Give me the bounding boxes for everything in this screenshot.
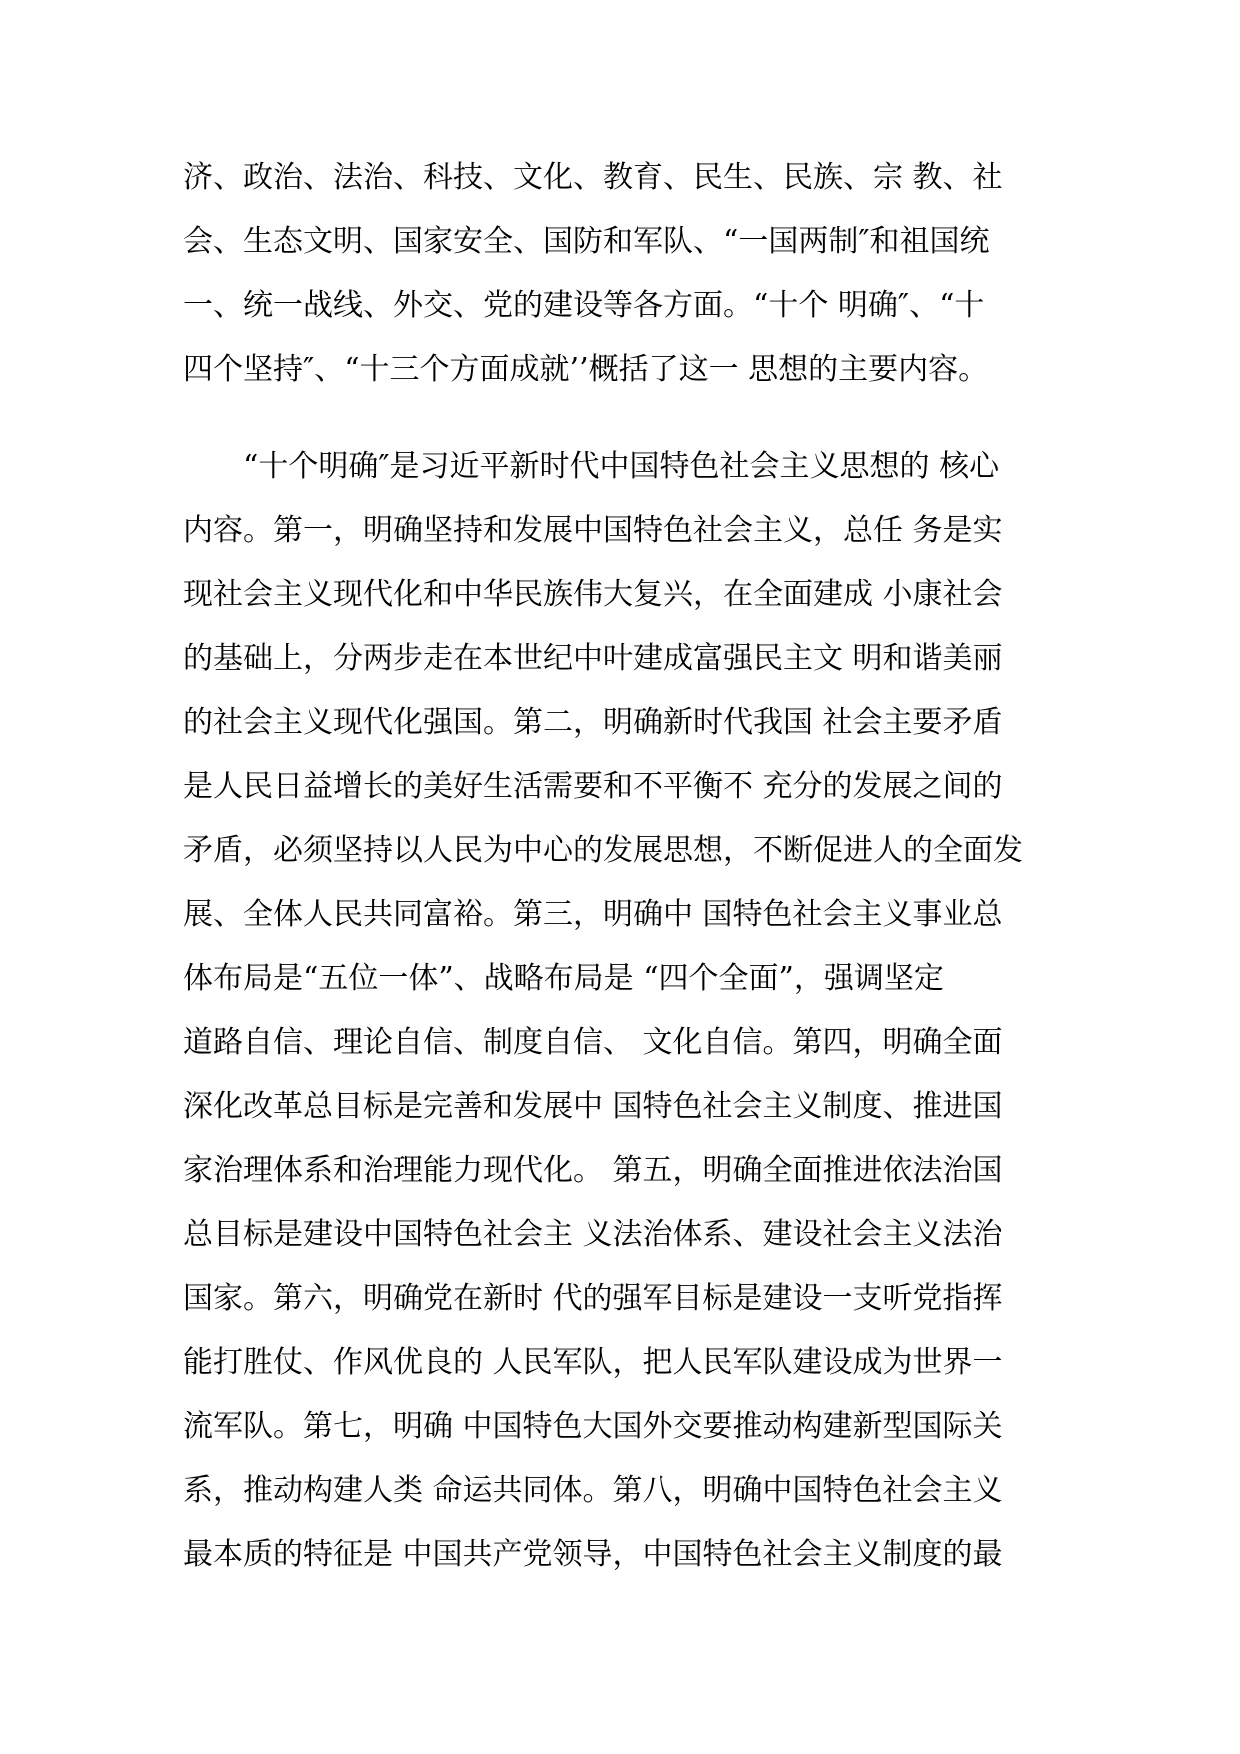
paragraph-1 xyxy=(183,146,1063,402)
text-line: 一、统一战线、外交、党的建设等各方面。“十个 明确″、“十 xyxy=(183,288,985,323)
text-line: 展、全体人民共同富裕。第三，明确中 国特色社会主义事业总 xyxy=(183,897,1003,932)
text-line: 济、政治、法治、科技、文化、教育、民生、民族、宗 教、社 xyxy=(183,160,1003,195)
text-line: 的社会主义现代化强国。第二，明确新时代我国 社会主要矛盾 xyxy=(183,705,1003,740)
text-line: 现社会主义现代化和中华民族伟大复兴，在全面建成 小康社会 xyxy=(183,577,1003,612)
text-line: 能打胜仗、作风优良的 人民军队，把人民军队建设成为世界一 xyxy=(183,1345,1003,1380)
text-line: 矛盾，必须坚持以人民为中心的发展思想，不断促进人的全面发 xyxy=(183,833,1023,868)
text-line: 道路自信、理论自信、制度自信、 文化自信。第四，明确全面 xyxy=(183,1025,1003,1060)
text-line: 体布局是“五位一体”、战略布局是 “四个全面”，强调坚定 xyxy=(183,961,944,996)
text-line: 会、生态文明、国家安全、国防和军队、“一国两制″和祖国统 xyxy=(183,224,990,259)
text-line: 国家。第六，明确党在新时 代的强军目标是建设一支听党指挥 xyxy=(183,1281,1003,1316)
text-line: “十个明确″是习近平新时代中国特色社会主义思想的 核心 xyxy=(243,449,1000,484)
text-line: 最本质的特征是 中国共产党领导，中国特色社会主义制度的最 xyxy=(183,1537,1003,1572)
text-line: 是人民日益增长的美好生活需要和不平衡不 充分的发展之间的 xyxy=(183,769,1003,804)
text-line: 家治理体系和治理能力现代化。 第五，明确全面推进依法治国 xyxy=(183,1153,1003,1188)
text-line: 流军队。第七，明确 中国特色大国外交要推动构建新型国际关 xyxy=(183,1409,1003,1444)
text-line: 内容。第一，明确坚持和发展中国特色社会主义，总任 务是实 xyxy=(183,513,1003,548)
text-line: 四个坚持″、“十三个方面成就’’概括了这一 思想的主要内容。 xyxy=(183,352,989,387)
text-line: 的基础上，分两步走在本世纪中叶建成富强民主文 明和谐美丽 xyxy=(183,641,1003,676)
text-line: 总目标是建设中国特色社会主 义法治体系、建设社会主义法治 xyxy=(183,1217,1003,1252)
text-line: 深化改革总目标是完善和发展中 国特色社会主义制度、推进国 xyxy=(183,1089,1003,1124)
paragraph-2 xyxy=(183,435,1063,1587)
text-line: 系，推动构建人类 命运共同体。第八，明确中国特色社会主义 xyxy=(183,1473,1003,1508)
